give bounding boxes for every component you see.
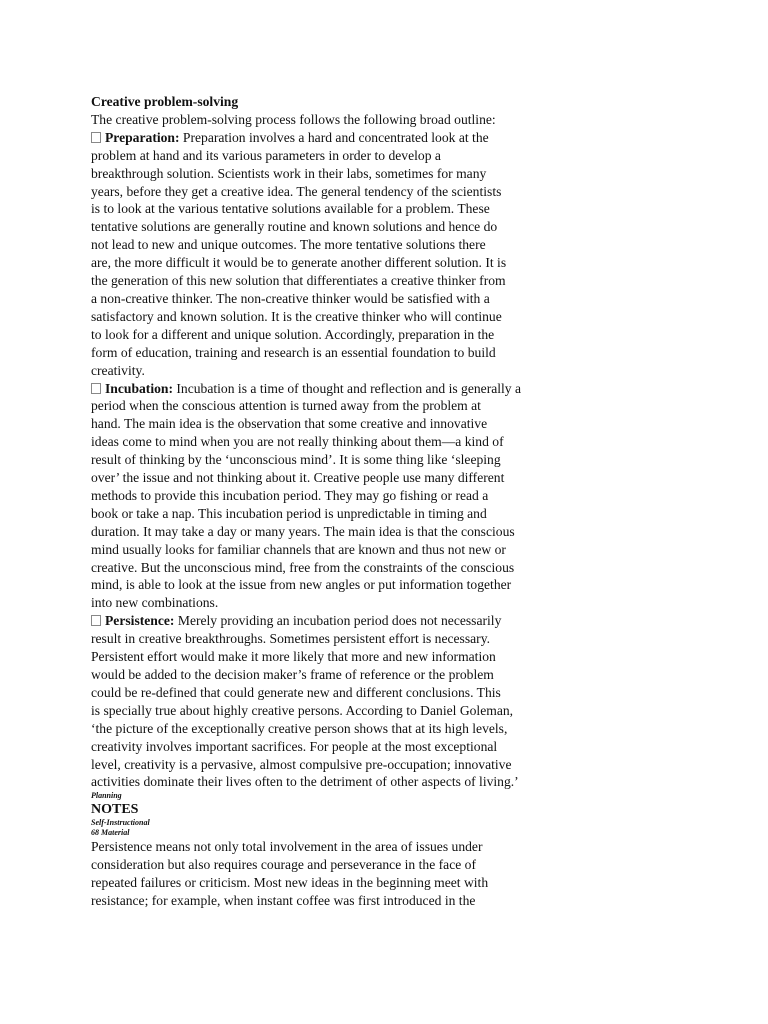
incubation-section [91, 380, 577, 613]
text-line: creativity. [91, 362, 145, 378]
text-line: Persistent effort would make it more likely that more and new information [91, 649, 496, 665]
closing-paragraph [91, 838, 577, 910]
text-line: could be re-defined that could generate new and different conclusions. This [91, 684, 501, 700]
incubation-first-line: Incubation: Incubation is a time of thought and reflection and is generally a [91, 380, 577, 398]
text-line: result of thinking by the ‘unconscious mind’. It is some thing like ‘sleeping [91, 452, 501, 468]
bullet-icon [91, 615, 101, 626]
text-line: ideas come to mind when you are not really thinking about them—a kind of [91, 434, 504, 450]
text-line: a non-creative thinker. The non-creative thinker would be satisfied with a [91, 290, 490, 306]
document-page [91, 93, 577, 910]
text-line: period when the conscious attention is turned away from the problem at [91, 398, 481, 414]
text-line: satisfactory and known solution. It is the creative thinker who will continue [91, 308, 502, 324]
running-head: Planning [91, 791, 122, 801]
text-line: not lead to new and unique outcomes. The more tentative solutions there [91, 237, 486, 253]
text-line: creative. But the unconscious mind, free from the constraints of the conscious [91, 559, 515, 575]
preparation-first-line: Preparation: Preparation involves a hard and concentrated look at the [91, 129, 577, 147]
text-line: to look for a different and unique solution. Accordingly, preparation in the [91, 326, 495, 342]
text-line: mind, is able to look at the issue from new angles or put information together [91, 577, 512, 593]
persistence-first-line: Persistence: Merely providing an incubation period does not necessarily [91, 612, 577, 630]
intro-line: The creative problem-solving process follows the following broad outline: [91, 111, 496, 127]
persistence-section [91, 612, 577, 791]
text-line: level, creativity is a pervasive, almost compulsive pre-occupation; innovative [91, 756, 512, 772]
text-line: would be added to the decision maker’s frame of reference or the problem [91, 667, 494, 682]
text-line: into new combinations. [91, 595, 219, 611]
persistence-body [91, 630, 577, 791]
text-line: the generation of this new solution that differentiates a creative thinker from [91, 273, 506, 289]
text-line: years, before they get a creative idea. The general tendency of the scientists [91, 183, 502, 199]
incubation-body [91, 397, 577, 612]
text-line: consideration but also requires courage and perseverance in the face of [91, 857, 476, 873]
text-line: resistance; for example, when instant coffee was first introduced in the [91, 893, 476, 909]
notes-label: NOTES [91, 802, 139, 818]
text-line: creativity involves important sacrifices. For people at the most exceptional [91, 738, 498, 754]
text-line: problem at hand and its various parameters in order to develop a [91, 147, 441, 163]
text-line: form of education, training and research is an essential foundation to build [91, 344, 496, 360]
text-line: methods to provide this incubation period. They may go fishing or read a [91, 487, 489, 503]
text-line: repeated failures or criticism. Most new ideas in the beginning meet with [91, 875, 489, 891]
text-line: mind usually looks for familiar channels that are known and thus not new or [91, 541, 506, 557]
section-heading: Creative problem-solving [91, 94, 239, 109]
text-line: over’ the issue and not thinking about it. Creative people use many different [91, 470, 505, 486]
text-line: breakthrough solution. Scientists work in their labs, sometimes for many [91, 165, 487, 181]
text-line: ‘the picture of the exceptionally creative person shows that at its high levels, [91, 720, 508, 736]
preparation-body [91, 147, 577, 380]
text-line: is to look at the various tentative solutions available for a problem. These [91, 201, 490, 217]
text-line: Persistence means not only total involvement in the area of issues under [91, 839, 483, 855]
bullet-icon [91, 383, 101, 394]
preparation-term: Preparation: [105, 129, 180, 145]
text-line: activities dominate their lives often to the detriment of other aspects of living.’ [91, 774, 519, 790]
incubation-term: Incubation: [105, 380, 173, 396]
page-material-label: 68 Material [91, 828, 130, 838]
text-line: is specially true about highly creative persons. According to Daniel Goleman, [91, 702, 514, 718]
bullet-icon [91, 132, 101, 143]
text-line: hand. The main idea is the observation that some creative and innovative [91, 416, 488, 432]
text-line: duration. It may take a day or many years. The main idea is that the conscious [91, 523, 515, 539]
preparation-section [91, 129, 577, 380]
text-line: tentative solutions are generally routine and known solutions and hence do [91, 219, 498, 235]
self-instructional-label: Self-Instructional [91, 818, 150, 828]
persistence-term: Persistence: [105, 613, 175, 629]
text-line: result in creative breakthroughs. Sometimes persistent effort is necessary. [91, 631, 491, 647]
text-line: are, the more difficult it would be to generate another different solution. It is [91, 255, 507, 271]
text-line: book or take a nap. This incubation period is unpredictable in timing and [91, 505, 487, 521]
